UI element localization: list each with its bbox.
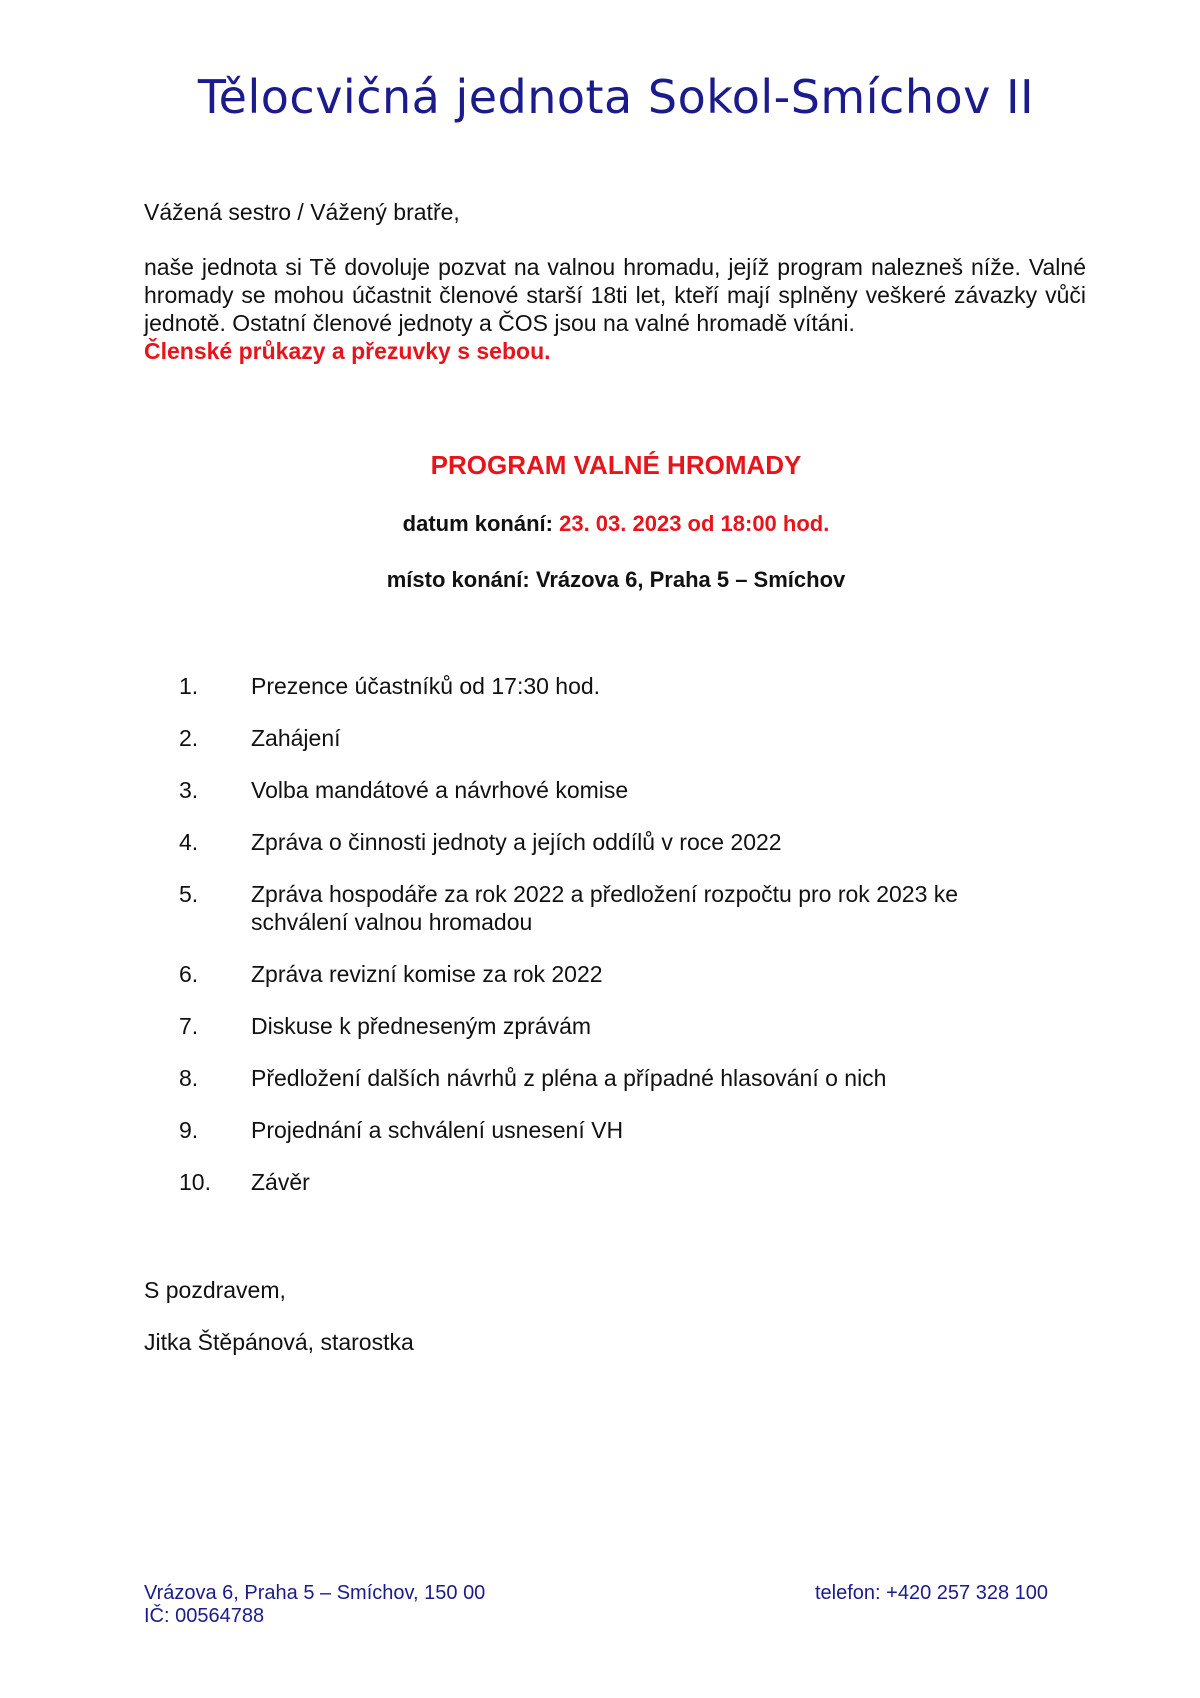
agenda-item-text: Zpráva o činnosti jednoty a jejích oddílů v roce 2022 bbox=[251, 829, 782, 855]
agenda-list bbox=[179, 672, 1059, 1220]
agenda-item-text: Závěr bbox=[251, 1169, 310, 1195]
agenda-item bbox=[179, 776, 1059, 804]
date-label: datum konání: bbox=[402, 511, 560, 536]
footer-address: Vrázova 6, Praha 5 – Smíchov, 150 00 bbox=[144, 1582, 486, 1604]
agenda-item-text: Předložení dalších návrhů z pléna a případné hlasování o nich bbox=[251, 1065, 887, 1091]
footer-phone: telefon: +420 257 328 100 bbox=[815, 1582, 1048, 1604]
agenda-item-number: 2. bbox=[179, 725, 199, 751]
warning-note: Členské průkazy a přezuvky s sebou. bbox=[144, 338, 551, 364]
greeting: Vážená sestro / Vážený bratře, bbox=[144, 199, 460, 225]
agenda-item-text: Zpráva revizní komise za rok 2022 bbox=[251, 961, 603, 987]
footer-contact-block bbox=[815, 1582, 1048, 1605]
intro-paragraph bbox=[144, 253, 1086, 365]
agenda-item bbox=[179, 672, 1059, 700]
agenda-item bbox=[179, 724, 1059, 752]
agenda-item-number: 5. bbox=[179, 881, 199, 907]
footer-address-block bbox=[144, 1582, 485, 1628]
agenda-item bbox=[179, 828, 1059, 856]
agenda-item-text: Zpráva hospodáře za rok 2022 a předložení rozpočtu pro rok 2023 ke schválení valnou hromadou bbox=[251, 881, 959, 935]
agenda-item-number: 1. bbox=[179, 673, 199, 699]
agenda-item-number: 7. bbox=[179, 1013, 199, 1039]
agenda-item bbox=[179, 1116, 1059, 1144]
page-title: Tělocvičná jednota Sokol-Smíchov II bbox=[197, 70, 1035, 124]
date-line bbox=[0, 511, 1200, 537]
agenda-item bbox=[179, 1168, 1059, 1196]
date-value: 23. 03. 2023 od 18:00 hod. bbox=[559, 511, 830, 536]
agenda-item-text: Diskuse k předneseným zprávám bbox=[251, 1013, 592, 1039]
agenda-item bbox=[179, 960, 1059, 988]
agenda-item bbox=[179, 880, 1059, 936]
agenda-item bbox=[179, 1064, 1059, 1092]
place-line: místo konání: Vrázova 6, Praha 5 – Smíchov bbox=[386, 567, 846, 592]
agenda-item-number: 9. bbox=[179, 1117, 199, 1143]
regards: S pozdravem, bbox=[144, 1277, 286, 1303]
agenda-item-number: 3. bbox=[179, 777, 199, 803]
agenda-item-text: Volba mandátové a návrhové komise bbox=[251, 777, 629, 803]
agenda-item-text: Zahájení bbox=[251, 725, 341, 751]
program-title: PROGRAM VALNÉ HROMADY bbox=[430, 450, 802, 480]
agenda-item-number: 4. bbox=[179, 829, 199, 855]
agenda-item-text: Projednání a schválení usnesení VH bbox=[251, 1117, 624, 1143]
intro-text: naše jednota si Tě dovoluje pozvat na valnou hromadu, jejíž program nalezneš níže. Valné hromady se mohou účastnit členové starší 18ti let, kteří mají splněny veškeré závazky vůči jednotě. Ostatní členové jednoty a ČOS jsou na valné hromadě vítáni. bbox=[144, 254, 1086, 336]
agenda-item bbox=[179, 1012, 1059, 1040]
agenda-item-text: Prezence účastníků od 17:30 hod. bbox=[251, 673, 601, 699]
footer-ico: IČ: 00564788 bbox=[144, 1605, 265, 1627]
signature: Jitka Štěpánová, starostka bbox=[144, 1329, 414, 1355]
agenda-item-number: 6. bbox=[179, 961, 199, 987]
agenda-item-number: 10. bbox=[179, 1169, 211, 1195]
agenda-item-number: 8. bbox=[179, 1065, 199, 1091]
